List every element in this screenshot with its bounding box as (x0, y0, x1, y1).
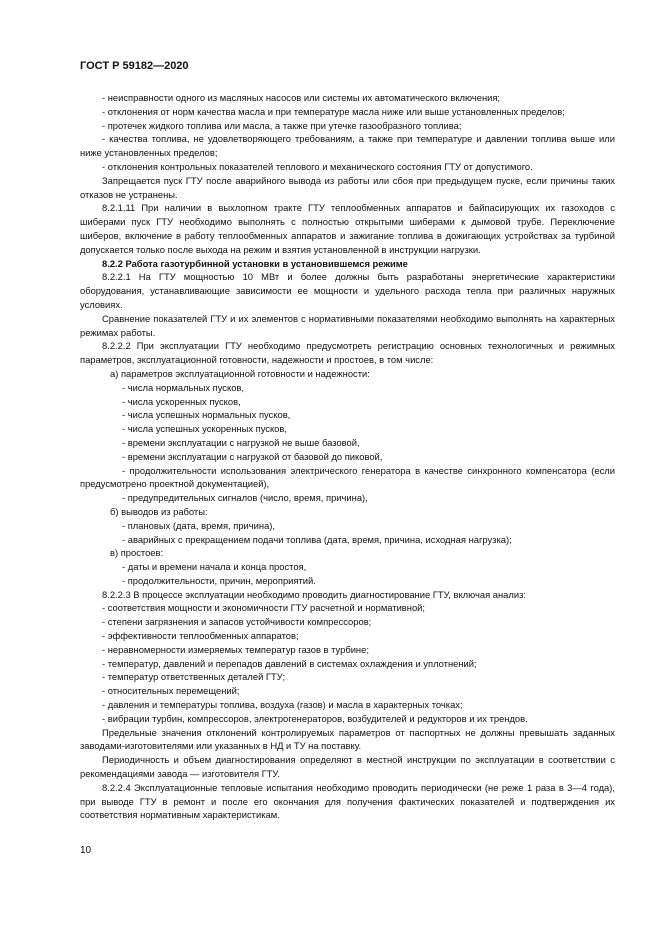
paragraph: Предельные значения отклонений контролируемых параметров от паспортных не должны превышать заданных заводами-изготовителями или указанных в НД и ТУ на поставку. (80, 726, 615, 752)
list-item: - относительных перемещений; (102, 685, 240, 697)
list-item: - соответствия мощности и экономичности ГТУ расчетной и нормативной; (102, 602, 426, 614)
paragraph: - неисправности одного из масляных насосов или системы их автоматического включения; (102, 92, 501, 103)
list-item: - аварийных с прекращением подачи топлива (дата, время, причина, исходная нагрузка); (122, 533, 512, 545)
list-item: - времени эксплуатации с нагрузкой не выше базовой, (122, 436, 360, 448)
list-item: - эффективности теплообменных аппаратов; (102, 630, 299, 642)
list-item: - продолжительности использования электрического генератора в качестве синхронного компенсатора (если предусмотрено проектной документацией), (80, 464, 615, 490)
list-item: - даты и времени начала и конца простоя, (122, 561, 307, 573)
list-item: - предупредительных сигналов (число, время, причина), (122, 492, 368, 504)
paragraph: - протечек жидкого топлива или масла, а также при утечке газообразного топлива; (102, 119, 462, 131)
list-item: - числа успешных ускоренных пусков, (122, 423, 287, 435)
page-number: 10 (80, 845, 92, 856)
paragraph: 8.2.2.4 Эксплуатационные тепловые испытания необходимо проводить периодически (не реже 1 раза в 3—4 года), при выводе ГТУ в ремонт и после его окончания для получения фактических показателей и подтверждения их соответствия нормативным характеристикам. (80, 781, 615, 821)
paragraph: - отклонения от норм качества масла и при температуре масла ниже или выше установленных пределов; (102, 105, 565, 117)
section-heading: 8.2.2 Работа газотурбинной установки в установившемся режиме (102, 257, 408, 269)
document-body (80, 91, 615, 822)
list-item: а) параметров эксплуатационной готовности и надежности: (110, 367, 370, 379)
paragraph: Периодичность и объем диагностирования определяют в местной инструкции по эксплуатации в соответствии с рекомендациями завода — изготовителя ГТУ. (80, 754, 615, 780)
list-item: б) выводов из работы: (110, 505, 208, 517)
paragraph: - отклонения контрольных показателей теплового и механического состояния ГТУ от допустимого. (102, 160, 533, 172)
list-item: - числа нормальных пусков, (122, 381, 245, 393)
list-item: - числа ускоренных пусков, (122, 395, 241, 407)
list-item: - неравномерности измеряемых температур газов в турбине; (102, 643, 369, 655)
list-item: - продолжительности, причин, мероприятий. (122, 574, 316, 586)
list-item: - температур, давлений и перепадов давлений в системах охлаждения и уплотнений; (102, 657, 477, 669)
paragraph: Запрещается пуск ГТУ после аварийного вывода из работы или сбоя при предыдущем пуске, если причины таких отказов не устранены. (80, 174, 615, 200)
paragraph: 8.2.2.1 На ГТУ мощностью 10 МВт и более должны быть разработаны энергетические характеристики оборудования, устанавливающие зависимости ее мощности и удельного расхода тепла при различных наружных условиях. (80, 271, 615, 310)
list-item: - вибрации турбин, компрессоров, электрогенераторов, возбудителей и редукторов и их трендов. (102, 712, 528, 724)
paragraph: 8.2.2.3 В процессе эксплуатации необходимо проводить диагностирование ГТУ, включая анализ: (102, 588, 526, 600)
list-item: - давления и температуры топлива, воздуха (газов) и масла в характерных точках; (102, 699, 463, 711)
page-header (80, 60, 189, 72)
list-item: - степени загрязнения и запасов устойчивости компрессоров; (102, 616, 372, 628)
list-item: - числа успешных нормальных пусков, (122, 409, 291, 421)
standard-number: ГОСТ Р 59182—2020 (80, 60, 189, 72)
paragraph: Сравнение показателей ГТУ и их элементов с нормативными показателями необходимо выполнять на характерных режимах работы. (80, 312, 615, 338)
list-item: в) простоев: (110, 547, 164, 559)
paragraph: 8.2.2.2 При эксплуатации ГТУ необходимо предусмотреть регистрацию основных технологичных и режимных параметров, эксплуатационной готовности, надежности и простоев, в том числе: (80, 340, 615, 366)
list-item: - плановых (дата, время, причина), (122, 519, 276, 531)
paragraph: - качества топлива, не удовлетворяющего требованиям, а также при температуре и давлении топлива выше или ниже установленных пределов; (80, 133, 615, 159)
paragraph: 8.2.1.11 При наличии в выхлопном тракте ГТУ теплообменных аппаратов и байпасирующих их газоходов с шиберами пуск ГТУ необходимо выполнять с полностью открытыми шиберами к дымовой трубе. Переключение шиберов, включение в работу теплообменных аппаратов и зажигание топлива в дожигающих устройствах за турбиной допускается только после выхода на режим и взятия установленной в инструкции нагрузки. (80, 202, 615, 255)
list-item: - времени эксплуатации с нагрузкой от базовой до пиковой, (122, 450, 383, 462)
list-item: - температур ответственных деталей ГТУ; (102, 671, 286, 683)
